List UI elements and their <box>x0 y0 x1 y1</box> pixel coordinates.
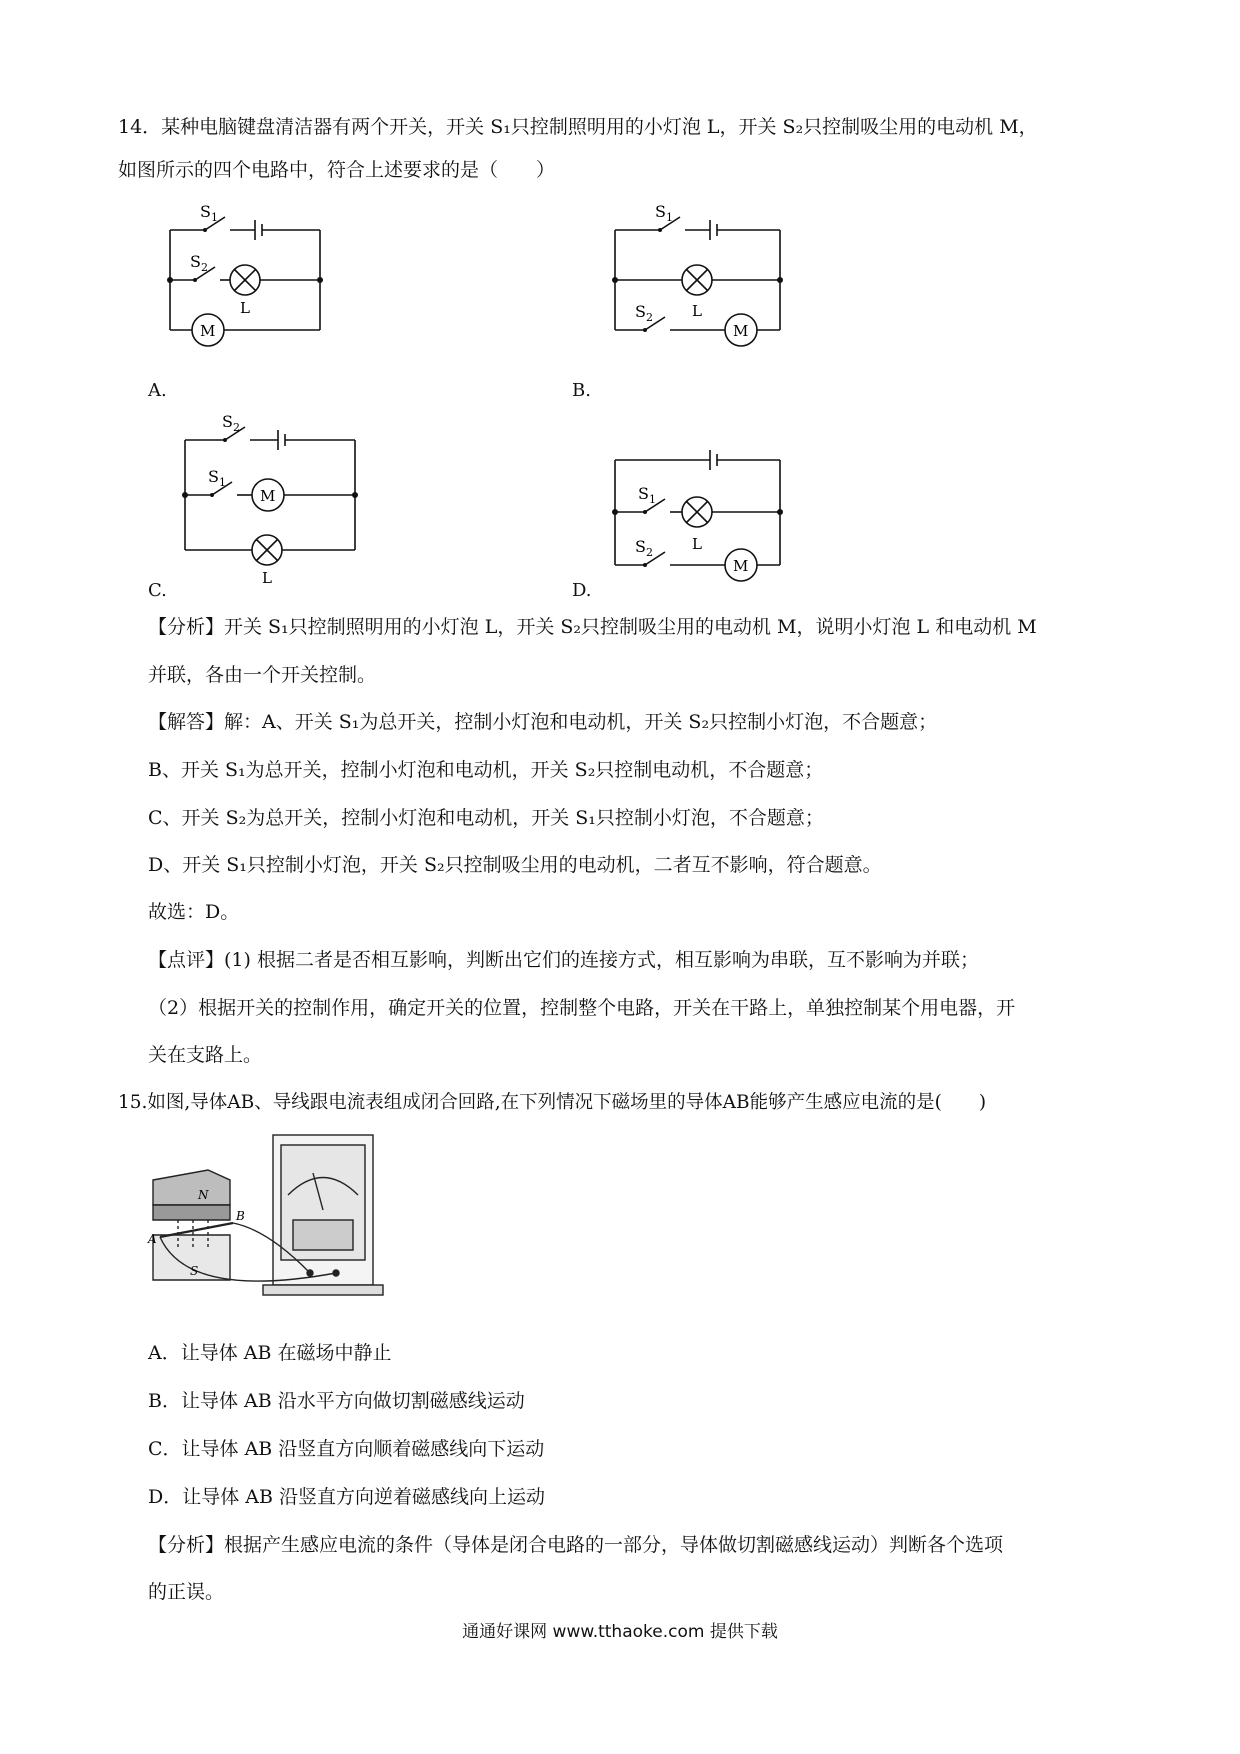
q15-stem: 15.如图,导体AB、导线跟电流表组成闭合回路,在下列情况下磁场里的导体AB能够产生感应电流的是( ) <box>118 1092 987 1113</box>
q14-analysis-2: 并联，各由一个开关控制。 <box>148 664 377 686</box>
q15-analysis-1: 【分析】根据产生感应电流的条件（导体是闭合电路的一部分，导体做切割磁感线运动）判断各个选项 <box>148 1534 1004 1556</box>
induction-apparatus-figure <box>148 1125 388 1310</box>
svg-text:S: S <box>222 412 233 431</box>
s1-label: S <box>200 202 211 221</box>
svg-text:S: S <box>635 537 646 556</box>
circuit-a-diagram <box>150 195 380 370</box>
q14-comment-1: 【点评】(1) 根据二者是否相互影响，判断出它们的连接方式，相互影响为串联，互不影响为并联； <box>148 949 979 971</box>
svg-text:1: 1 <box>211 211 218 224</box>
q14-answer-4: D、开关 S₁只控制小灯泡，开关 S₂只控制吸尘用的电动机，二者互不影响，符合题意。 <box>148 854 882 876</box>
svg-text:M: M <box>733 322 749 340</box>
svg-text:L: L <box>692 302 702 320</box>
option-c-label: C. <box>148 580 167 601</box>
circuit-b-diagram <box>600 195 830 370</box>
q14-answer-3: C、开关 S₂为总开关，控制小灯泡和电动机，开关 S₁只控制小灯泡，不合题意； <box>148 807 824 829</box>
circuit-c-diagram <box>150 400 380 590</box>
conductor-a-label: A <box>148 1232 157 1246</box>
magnet-s-label: S <box>190 1264 199 1278</box>
motor-label: M <box>200 322 216 340</box>
page-footer: 通通好课网 www.tthaoke.com 提供下载 <box>462 1622 778 1642</box>
q14-stem-line2: 如图所示的四个电路中，符合上述要求的是（ ） <box>118 159 556 181</box>
q14-stem-line1: 14．某种电脑键盘清洁器有两个开关，开关 S₁只控制照明用的小灯泡 L，开关 S₂只控制吸尘用的电动机 M， <box>118 116 1038 138</box>
q14-analysis-1: 【分析】开关 S₁只控制照明用的小灯泡 L，开关 S₂只控制吸尘用的电动机 M，说明小灯泡 L 和电动机 M <box>148 616 1037 638</box>
svg-text:S: S <box>638 484 649 503</box>
option-b-label: B. <box>572 380 591 401</box>
svg-text:M: M <box>260 487 276 505</box>
magnet-n-label: N <box>198 1188 209 1202</box>
q15-analysis-2: 的正误。 <box>148 1581 225 1603</box>
svg-text:S: S <box>635 302 646 321</box>
lamp-label: L <box>240 299 250 317</box>
q15-option-b: B．让导体 AB 沿水平方向做切割磁感线运动 <box>148 1390 525 1412</box>
svg-text:2: 2 <box>201 261 208 274</box>
option-d-label: D. <box>572 580 592 601</box>
svg-text:S: S <box>655 202 666 221</box>
q14-comment-2: （2）根据开关的控制作用，确定开关的位置，控制整个电路，开关在干路上，单独控制某个用电器，开 <box>148 997 1016 1019</box>
svg-text:2: 2 <box>233 421 240 434</box>
q15-option-c: C．让导体 AB 沿竖直方向顺着磁感线向下运动 <box>148 1438 545 1460</box>
svg-text:2: 2 <box>646 311 653 324</box>
s2-label: S <box>190 252 201 271</box>
conductor-b-label: B <box>236 1209 245 1223</box>
svg-text:S: S <box>208 467 219 486</box>
q15-option-a: A．让导体 AB 在磁场中静止 <box>148 1342 392 1364</box>
q14-comment-3: 关在支路上。 <box>148 1044 263 1066</box>
q15-option-d: D．让导体 AB 沿竖直方向逆着磁感线向上运动 <box>148 1486 545 1508</box>
q14-answer-1: 【解答】解：A、开关 S₁为总开关，控制小灯泡和电动机，开关 S₂只控制小灯泡，不合题意； <box>148 711 938 733</box>
q14-choice: 故选：D。 <box>148 901 240 923</box>
svg-text:1: 1 <box>219 476 226 489</box>
q14-answer-2: B、开关 S₁为总开关，控制小灯泡和电动机，开关 S₂只控制电动机，不合题意； <box>148 759 824 781</box>
svg-text:M: M <box>733 557 749 575</box>
svg-text:L: L <box>692 535 702 553</box>
svg-text:2: 2 <box>646 546 653 559</box>
option-a-label: A. <box>148 380 167 401</box>
svg-text:1: 1 <box>666 211 673 224</box>
circuit-d-diagram <box>600 400 830 590</box>
svg-text:1: 1 <box>649 493 656 506</box>
svg-text:L: L <box>262 569 272 587</box>
